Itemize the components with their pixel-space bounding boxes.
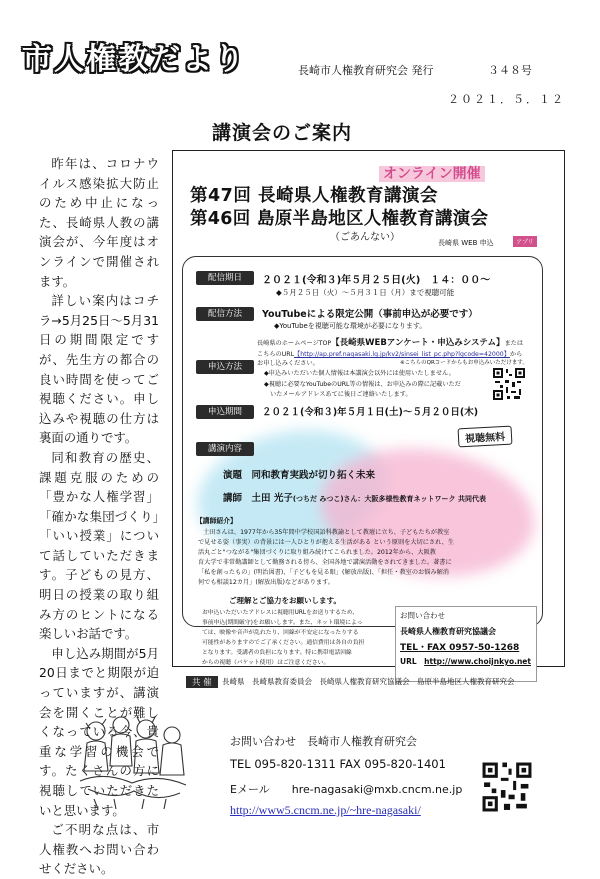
lecture-content-label: 講演内容 [196, 442, 254, 456]
delivery-method-label: 配信方法 [196, 307, 254, 321]
notice-line: からの視聴（パケット使用）はご注意ください。 [202, 660, 330, 666]
flyer-contact-tel: TEL・FAX 0957-50-1268 [400, 643, 520, 653]
bottom-contact-url[interactable]: http://www5.cncm.ne.jp/~hre-nagasaki/ [230, 803, 421, 817]
profile-line: で見せる姿（事実）の背景には一人ひとりが抱える生活がある という原則を大切にされ、生 [198, 539, 455, 546]
article-paragraph: 同和教育の歴史、課題克服のための「豊かな人権学習」「確かな集団づくり」「いい授業」について話していただきます。子どもの見方、明日の授業の取り組み方のヒントになる楽しいお話です。 [39, 449, 159, 642]
apply-line-2: こちらのURL【http://ap.pref.nagasaki.lg.jp/kv2/sinsei_list_pc.php?lgcode=42000】から [257, 351, 523, 358]
children-illustration [74, 711, 192, 811]
app-badge: アプリ [513, 236, 537, 247]
notice-title: ご理解とご協力をお願いします。 [229, 596, 341, 605]
notice-line: 可能性がありますのでご了承ください。通信費用は各自の負担 [202, 640, 365, 646]
profile-line: 何でも相談12カ月」(解放出版)などがあります。 [198, 579, 334, 586]
profile-heading: 【講師紹介】 [196, 517, 237, 525]
online-badge: オンライン開催 [379, 163, 485, 183]
apply-line-3: お申し込みください。 [257, 360, 319, 367]
notice-line: となります。受講者の負担になります。特に携帯電話回線 [202, 650, 352, 656]
apply-method-label: 申込方法 [196, 360, 254, 374]
apply-note-2: ◆視聴に必要なYouTubeのURL等の情報は、お申込みの際に記載いただ [264, 381, 461, 388]
newsletter-title: 市人権教だより [22, 42, 246, 77]
delivery-date-label: 配信期日 [196, 271, 254, 285]
bottom-contact-tel: TEL 095-820-1311 FAX 095-820-1401 [230, 757, 446, 771]
flyer-contact-org: 長崎県人権教育研究協議会 [400, 627, 496, 636]
bottom-contact-email-row: Eメール hre-nagasaki@mxb.cncm.ne.jp [230, 783, 463, 796]
flyer-contact-title: お問い合わせ [400, 611, 445, 620]
apply-line-1: 長崎県のホームページTOP【長崎県WEBアンケート・申込みシステム】または [257, 338, 524, 348]
notice-line: お申込いただいたアドレスに視聴用URLをお送りするため、 [202, 610, 359, 616]
article-paragraph: ご不明な点は、市人権教へお問い合わせください。 [39, 822, 159, 877]
article-paragraph: 詳しい案内はコチラ→5月25日～5月31日の期間限定ですが、先生方の都合の良い時間を使ってご視聴ください。申し込みや視聴の仕方は裏面の通りです。 [39, 293, 159, 446]
section-title: 講演会のご案内 [212, 122, 353, 144]
co-hosts: 長崎県 長崎県教育委員会 長崎県人権教育研究協議会 島原半島地区人権教育研究会 [222, 677, 515, 686]
bottom-contact-email[interactable]: hre-nagasaki@mxb.cncm.ne.jp [291, 783, 463, 796]
flyer-contact-url-row: URL http://www.choijnkyo.net [400, 657, 531, 666]
profile-line: 土田さんは、1977年から35年間中学校国語科教諭として教壇に立ち、子どもたちが教室 [203, 529, 450, 536]
notice-line: 事前申込(期間厳守)をお願いします。また、ネット環境によっ [202, 620, 363, 626]
bottom-contact-title: お問い合わせ 長崎市人権教育研究会 [230, 735, 417, 748]
article-paragraph: 昨年は、コロナウイルス感染拡大防止のため中止になった、長崎県人教の講演会が、今年度はオンラインで開催されます。 [39, 156, 159, 289]
issue-date: ２０２１．５．１２ [448, 93, 565, 106]
profile-line: 「私を創ったもの」(明治図書)、「子どもを見る眼」(解放出版)、「担任・教室のお悩み解消 [198, 569, 449, 576]
free-viewing-badge: 視聴無料 [458, 426, 513, 448]
delivery-method: YouTubeによる限定公開（事前申込が必要です） [262, 309, 478, 320]
apply-note-1: ◆申込みいただいた個人情報は本講演会以外には使用いたしません。 [264, 370, 455, 377]
delivery-method-sub: ◆YouTubeを視聴可能な環境が必要になります。 [274, 322, 427, 330]
publisher: 長崎市人権教育研究会 発行 [298, 64, 434, 77]
apply-period-label: 申込期間 [196, 405, 254, 419]
issue-number: ３４８号 [488, 64, 532, 77]
lecture-theme: 演題 同和教育実践が切り拓く未来 [223, 470, 376, 481]
delivery-date-sub: ◆５月２５日（火）～５月３１日（月）まで視聴可能 [276, 288, 455, 297]
delivery-date: ２０２１(令和３)年５月２５日(火) １４：００～ [262, 275, 491, 286]
apply-url-link[interactable]: 【http://ap.pref.nagasaki.lg.jp/kv2/sinsei_list_pc.php?lgcode=42000】 [294, 351, 510, 358]
flyer-title-2: 第46回 島原半島地区人権教育講演会 [190, 209, 489, 229]
apply-note-3: いたメールアドレスあてに後日ご連絡いたします。 [270, 391, 412, 398]
apply-qr-note: ※こちらのQRコードからもお申込みいただけます。 [400, 360, 528, 366]
co-host-label: 共 催 [186, 676, 218, 688]
flyer-title-1: 第47回 長崎県人権教育講演会 [190, 186, 438, 206]
web-apply-label: 長崎県 WEB 申込 [438, 239, 494, 247]
notice-line: ては、映像や音声が乱れたり、回線が不安定になったりする [202, 630, 359, 636]
flyer-contact-url-link[interactable]: http://www.choijnkyo.net [424, 657, 531, 666]
bottom-qr-code-icon[interactable] [481, 761, 533, 813]
article-paragraph: 申し込み期間が5月20日までと期限が迫っていますが、講演会を開くことが難しくなっている今、貴重な学習の機会です。たくさんの方に視聴していただきたいと思います。 [39, 645, 159, 818]
flyer-subtitle: （ごあんない） [330, 232, 400, 243]
lecture-speaker: 講師 土田 光子(つちだ みつこ)さん：大阪多様性教育ネットワーク 共同代表 [223, 493, 486, 504]
profile-line: 育大学で非常勤講師として勤務される傍ら、全国各地で講演活動をされてきました。著書に [198, 559, 452, 566]
profile-line: 活丸ごと"つながる"集団づくりに取り組み続けてこられました。2012年から、大阪教 [198, 549, 436, 556]
apply-qr-code-icon[interactable] [492, 367, 526, 401]
apply-period: ２０２１(令和３)年５月１日(土)～５月２０日(木) [262, 407, 479, 418]
